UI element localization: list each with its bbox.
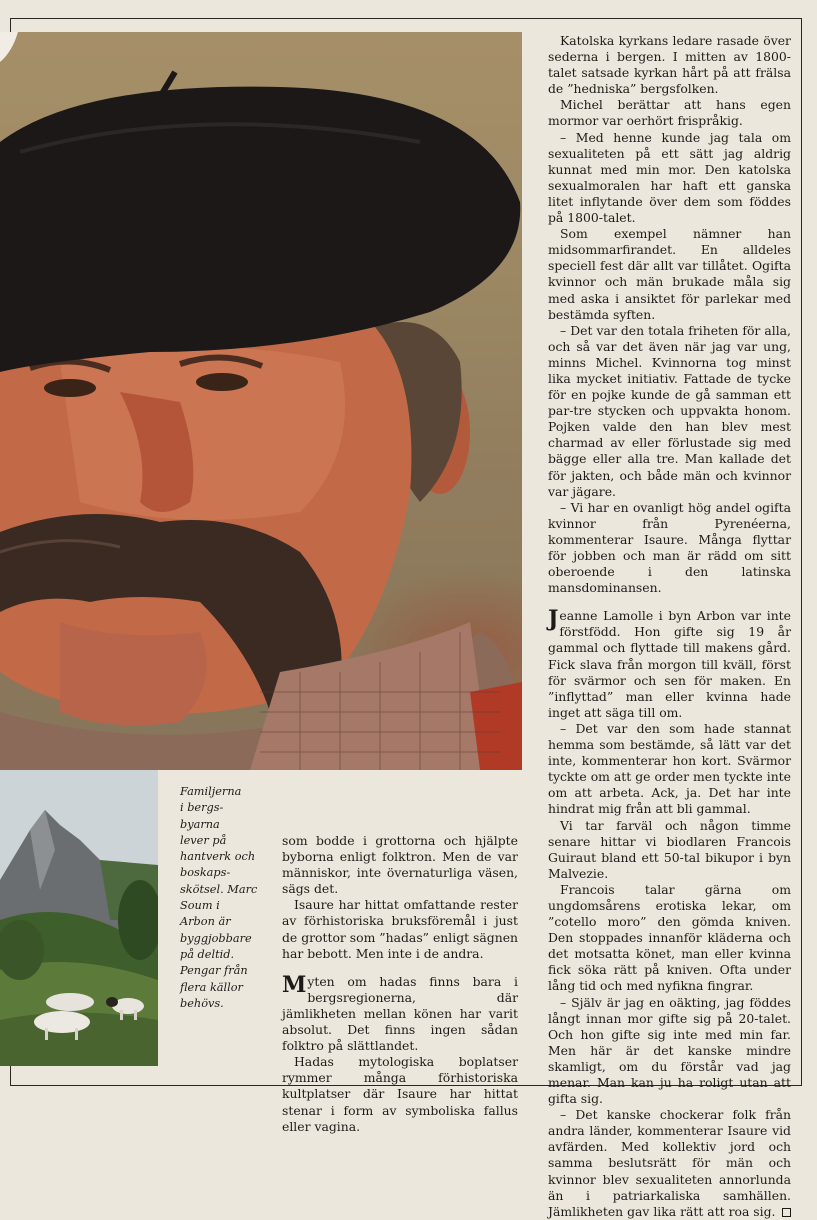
paragraph: Vi tar farväl och någon timme senare hittar vi biodlaren Francois Guiraut bland ett 50-tal bikupor i byn Malvezie. — [548, 817, 791, 881]
article-column-left — [282, 833, 518, 1135]
drop-cap: M — [282, 971, 307, 998]
end-mark-icon — [782, 1208, 791, 1217]
paragraph: Hadas mytologiska boplatser rymmer många förhistoriska kultplatser där Isaure har hittat stenar i form av symboliska fallus eller vagina. — [282, 1054, 518, 1134]
portrait-photo — [0, 32, 522, 770]
paragraph: Francois talar gärna om ungdomsårens erotiska lekar, om ”cotello moro” den gömda kniven. Den stoppades innanför kläderna och det motsatta könet, man eller kvinna fick söka rätt på kniven. Ofta under lång tid och med nyfikna fingrar. — [548, 881, 791, 994]
paragraph: – Det var den totala friheten för alla, och så var det även när jag var ung, minns Michel. Kvinnorna tog minst lika mycket initiativ. Fattade de tycke för en pojke kunde de gå samman ett par-tre stycken och uppvakta honom. Pojken valde den han blev mest charmad av eller förlustade sig med bägge eller alla tre. Man kallade det för jakten, och både män och kvinnor var jägare. — [548, 322, 791, 499]
paragraph-with-dropcap — [282, 971, 518, 1054]
mountain-pasture-photo — [0, 770, 158, 1066]
paragraph-text: yten om hadas finns bara i bergsregionerna, där jämlikheten mellan könen har varit absolut. Det finns ingen sådan folktro på slättlandet. — [282, 973, 518, 1054]
paragraph: Michel berättar att hans egen mormor var oerhört frispråkig. — [548, 97, 791, 129]
paragraph-with-dropcap — [548, 608, 791, 721]
paragraph-text: eanne Lamolle i byn Arbon var inte förstfödd. Hon gifte sig 19 år gammal och flyttade till makens gård. Fick slava från morgon till kväll, först för svärmor och sen för maken. En ”inflyttad” man eller kvinna hade inget att säga till om. — [548, 608, 791, 720]
photo-caption: Familjerna i bergs- byarna lever på hantverk och boskaps- skötsel. Marc Soum i Arbon är byggjobbare på deltid. Pengar från flera källor behövs. — [180, 785, 258, 1010]
drop-cap: J — [548, 606, 559, 633]
paragraph: – Vi har en ovanligt hög andel ogifta kvinnor från Pyrenéerna, kommenterar Isaure. Många flyttar för jobben och man är rädd om sitt oberoende i den latinska mansdominansen. — [548, 499, 791, 596]
landscape-illustration — [0, 770, 158, 1066]
paragraph: Katolska kyrkans ledare rasade över sederna i bergen. I mitten av 1800-talet satsade kyrkan hårt på att frälsa de ”hedniska” bergsfolken. — [548, 33, 791, 97]
paragraph-text: – Det kanske chockerar folk från andra länder, kommenterar Isaure vid avfärden. Med kollektiv jord och samma beslutsrätt för män och kvinnor blev sexualiteten annorlunda än i patriarkaliska samhällen. Jämlikheten gav lika rätt att roa sig. — [548, 1107, 791, 1219]
paragraph: – Själv är jag en oäkting, jag föddes långt innan mor gifte sig på 20-talet. Och hon gifte sig inte med min far. Men här är det kanske mindre skamligt, om du förstår vad jag menar. Man kan ju ha roligt utan att gifta sig. — [548, 994, 791, 1107]
paragraph: – Det var den som hade stannat hemma som bestämde, så lätt var det inte, kommenterar hon kort. Svärmor tyckte om att ge order men tyckte inte om att arbeta. Ack, ja. Det har inte hindrat mig från att bli gammal. — [548, 720, 791, 817]
article-column-right — [548, 33, 791, 1220]
portrait-illustration — [0, 32, 522, 770]
paragraph: Isaure har hittat omfattande rester av förhistoriska bruksföremål i just de grottor som ”hadas” enligt sägnen har bebott. Men inte i de andra. — [282, 897, 519, 961]
paragraph-final — [548, 1107, 791, 1220]
paragraph: Som exempel nämner han midsommarfirandet. En alldeles speciell fest där allt var tillåtet. Ogifta kvinnor och män brukade måla sig med aska i ansiktet för parlekar med bestämda syften. — [548, 226, 791, 322]
paragraph: – Med henne kunde jag tala om sexualiteten på ett sätt jag aldrig kunnat med min mor. Den katolska sexualmoralen har haft ett ganska litet inflytande över dem som föddes på 1800-talet. — [548, 129, 791, 226]
paragraph: som bodde i grottorna och hjälpte byborna enligt folktron. Men de var människor, inte övernaturliga väsen, sägs det. — [282, 833, 518, 897]
